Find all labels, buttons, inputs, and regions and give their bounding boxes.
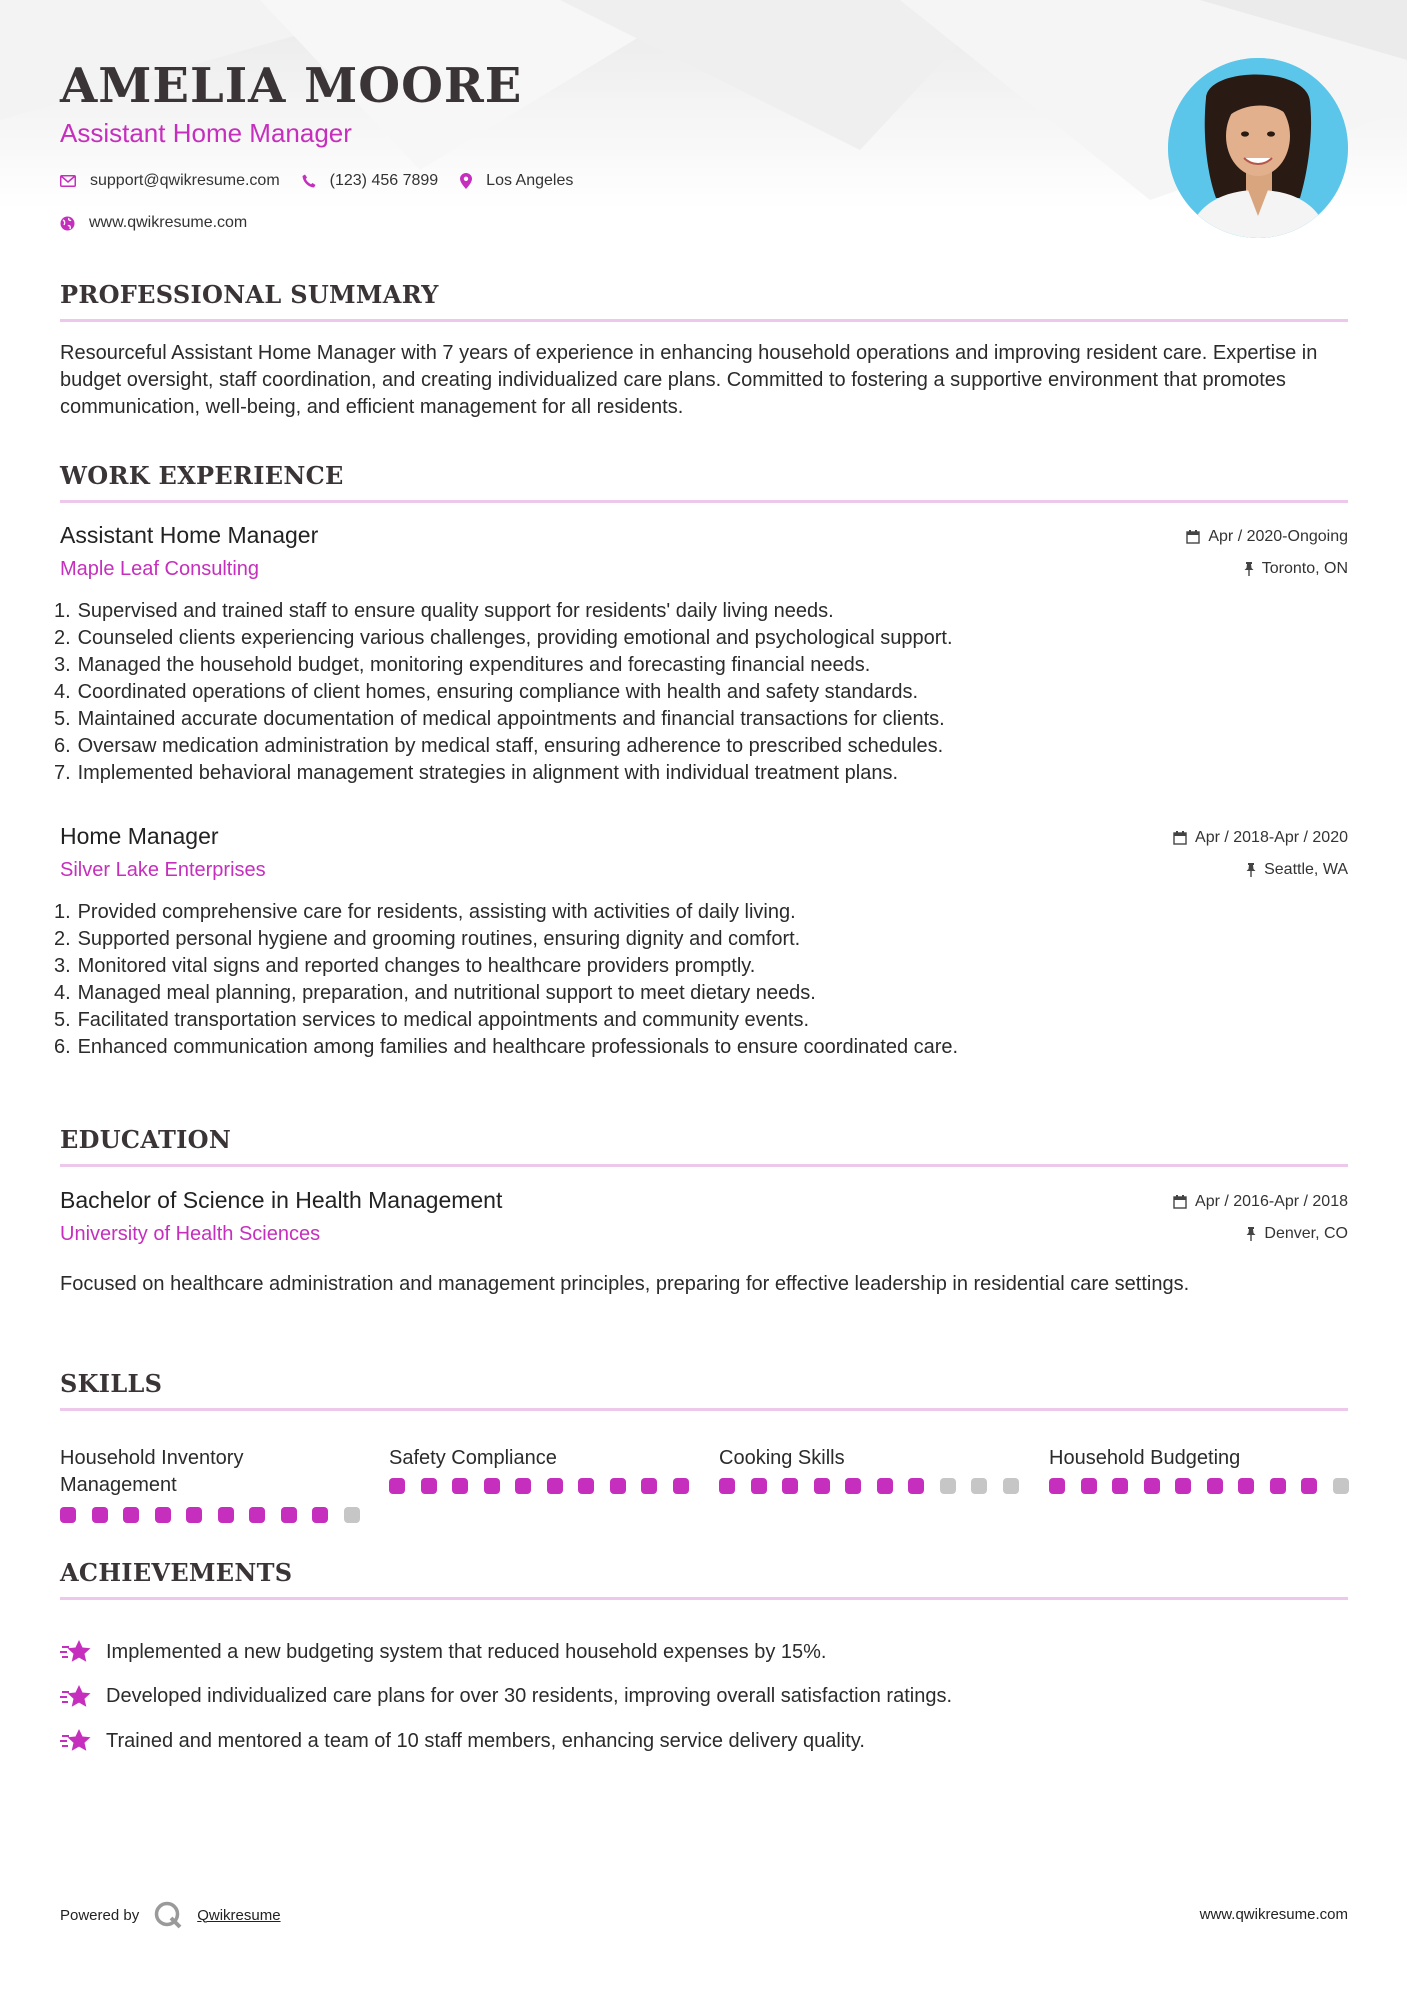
footer-powered-by bbox=[60, 1900, 281, 1930]
skill-rating bbox=[60, 1507, 375, 1523]
job-location-text: Toronto, ON bbox=[1261, 560, 1348, 577]
footer-website[interactable]: www.qwikresume.com bbox=[1199, 1906, 1348, 1923]
experience-heading: WORK EXPERIENCE bbox=[60, 461, 1348, 503]
achievements-list bbox=[60, 1630, 952, 1764]
rating-dot-filled bbox=[1175, 1478, 1191, 1494]
website-row bbox=[60, 214, 269, 232]
rating-dot-filled bbox=[1238, 1478, 1254, 1494]
list-item: 2. Counseled clients experiencing various challenges, providing emotional and psychological support. bbox=[54, 627, 953, 649]
achievements-heading: ACHIEVEMENTS bbox=[60, 1558, 1348, 1600]
job-role: Home Manager bbox=[60, 823, 219, 849]
achievement-text: Trained and mentored a team of 10 staff members, enhancing service delivery quality. bbox=[106, 1729, 865, 1752]
skill-item bbox=[60, 1445, 360, 1499]
school-name: University of Health Sciences bbox=[60, 1223, 321, 1245]
rating-dot-filled bbox=[877, 1478, 893, 1494]
calendar-icon bbox=[1186, 530, 1200, 544]
job-dates-text: Apr / 2020-Ongoing bbox=[1208, 528, 1348, 545]
job-dates-text: Apr / 2018-Apr / 2020 bbox=[1195, 829, 1348, 846]
calendar-icon bbox=[1173, 831, 1187, 845]
profile-photo bbox=[1168, 58, 1348, 238]
rating-dot-filled bbox=[814, 1478, 830, 1494]
skill-rating bbox=[719, 1478, 1034, 1494]
rating-dot-filled bbox=[1301, 1478, 1317, 1494]
job-role: Assistant Home Manager bbox=[60, 522, 319, 548]
calendar-icon bbox=[1173, 1195, 1187, 1209]
globe-icon bbox=[60, 216, 75, 231]
rating-dot-filled bbox=[578, 1478, 594, 1494]
education-dates-text: Apr / 2016-Apr / 2018 bbox=[1195, 1193, 1348, 1210]
skill-rating bbox=[1049, 1478, 1364, 1494]
rating-dot-filled bbox=[484, 1478, 500, 1494]
star-badge-icon bbox=[60, 1728, 92, 1754]
list-item: 5. Maintained accurate documentation of medical appointments and financial transactions for clients. bbox=[54, 708, 945, 730]
pushpin-icon bbox=[1244, 562, 1254, 576]
rating-dot-filled bbox=[845, 1478, 861, 1494]
skill-name: Cooking Skills bbox=[719, 1447, 845, 1469]
rating-dot-filled bbox=[782, 1478, 798, 1494]
education-description: Focused on healthcare administration and management principles, preparing for effective leadership in residential care settings. bbox=[60, 1273, 1190, 1295]
rating-dot-empty bbox=[1003, 1478, 1019, 1494]
rating-dot-filled bbox=[610, 1478, 626, 1494]
rating-dot-empty bbox=[940, 1478, 956, 1494]
contact-email[interactable] bbox=[60, 172, 280, 190]
rating-dot-filled bbox=[186, 1507, 202, 1523]
list-item: 2. Supported personal hygiene and grooming routines, ensuring dignity and comfort. bbox=[54, 928, 801, 950]
list-item: 3. Monitored vital signs and reported changes to healthcare providers promptly. bbox=[54, 955, 756, 977]
summary-heading: PROFESSIONAL SUMMARY bbox=[60, 280, 1348, 322]
rating-dot-filled bbox=[421, 1478, 437, 1494]
rating-dot-filled bbox=[547, 1478, 563, 1494]
rating-dot-filled bbox=[123, 1507, 139, 1523]
job-location bbox=[1246, 861, 1348, 879]
education-dates bbox=[1173, 1193, 1348, 1211]
rating-dot-filled bbox=[1207, 1478, 1223, 1494]
list-item: 4. Managed meal planning, preparation, and nutritional support to meet dietary needs. bbox=[54, 982, 816, 1004]
rating-dot-filled bbox=[249, 1507, 265, 1523]
contact-location bbox=[460, 172, 573, 190]
rating-dot-filled bbox=[673, 1478, 689, 1494]
skill-item bbox=[1049, 1445, 1349, 1499]
experience-section bbox=[60, 461, 1348, 503]
job-bullets bbox=[54, 899, 959, 1061]
job-location bbox=[1244, 560, 1348, 578]
star-badge-icon bbox=[60, 1684, 92, 1710]
job-dates bbox=[1173, 829, 1348, 847]
job-bullets bbox=[54, 598, 953, 787]
rating-dot-filled bbox=[312, 1507, 328, 1523]
rating-dot-empty bbox=[971, 1478, 987, 1494]
candidate-name: AMELIA MOORE bbox=[60, 58, 523, 114]
rating-dot-filled bbox=[515, 1478, 531, 1494]
contact-row bbox=[60, 172, 595, 190]
achievement-text: Developed individualized care plans for over 30 residents, improving overall satisfaction ratings. bbox=[106, 1685, 952, 1708]
qwikresume-logo-icon bbox=[153, 1900, 183, 1930]
phone-icon bbox=[302, 174, 316, 188]
profile-portrait bbox=[1168, 58, 1348, 238]
website-text: www.qwikresume.com bbox=[89, 214, 248, 231]
list-item: 3. Managed the household budget, monitoring expenditures and forecasting financial needs. bbox=[54, 654, 871, 676]
list-item bbox=[60, 1675, 952, 1720]
email-text: support@qwikresume.com bbox=[90, 172, 280, 189]
rating-dot-filled bbox=[1049, 1478, 1065, 1494]
location-text: Los Angeles bbox=[486, 172, 574, 189]
list-item: 4. Coordinated operations of client homes, ensuring compliance with health and safety standards. bbox=[54, 681, 919, 703]
rating-dot-filled bbox=[1081, 1478, 1097, 1494]
rating-dot-filled bbox=[281, 1507, 297, 1523]
rating-dot-filled bbox=[1112, 1478, 1128, 1494]
achievements-section bbox=[60, 1558, 1348, 1778]
summary-section bbox=[60, 280, 1348, 421]
rating-dot-filled bbox=[155, 1507, 171, 1523]
skill-item bbox=[719, 1445, 1019, 1499]
pushpin-icon bbox=[1246, 1227, 1256, 1241]
list-item: 7. Implemented behavioral management strategies in alignment with individual treatment plans. bbox=[54, 762, 899, 784]
rating-dot-filled bbox=[60, 1507, 76, 1523]
education-section bbox=[60, 1125, 1348, 1325]
rating-dot-filled bbox=[218, 1507, 234, 1523]
skill-name: Safety Compliance bbox=[389, 1447, 557, 1469]
achievement-text: Implemented a new budgeting system that reduced household expenses by 15%. bbox=[106, 1640, 827, 1663]
degree-title: Bachelor of Science in Health Management bbox=[60, 1187, 503, 1213]
candidate-title: Assistant Home Manager bbox=[60, 118, 352, 148]
list-item: 1. Provided comprehensive care for residents, assisting with activities of daily living. bbox=[54, 901, 796, 923]
phone-text: (123) 456 7899 bbox=[329, 172, 439, 189]
rating-dot-filled bbox=[1270, 1478, 1286, 1494]
envelope-icon bbox=[60, 175, 76, 187]
rating-dot-filled bbox=[641, 1478, 657, 1494]
job-company: Silver Lake Enterprises bbox=[60, 859, 266, 881]
list-item: 6. Enhanced communication among families and healthcare professionals to ensure coordinated care. bbox=[54, 1036, 959, 1058]
job-company: Maple Leaf Consulting bbox=[60, 558, 260, 580]
rating-dot-filled bbox=[719, 1478, 735, 1494]
skills-heading: SKILLS bbox=[60, 1369, 1348, 1411]
rating-dot-empty bbox=[344, 1507, 360, 1523]
education-location bbox=[1246, 1225, 1348, 1243]
rating-dot-filled bbox=[389, 1478, 405, 1494]
contact-website[interactable] bbox=[60, 214, 247, 232]
skill-item bbox=[389, 1445, 689, 1499]
education-heading: EDUCATION bbox=[60, 1125, 1348, 1167]
list-item bbox=[60, 1630, 952, 1675]
list-item: 6. Oversaw medication administration by medical staff, ensuring adherence to prescribed schedules. bbox=[54, 735, 944, 757]
skill-name: Household Inventory Management bbox=[60, 1447, 244, 1496]
rating-dot-filled bbox=[92, 1507, 108, 1523]
rating-dot-filled bbox=[452, 1478, 468, 1494]
summary-text: Resourceful Assistant Home Manager with 7 years of experience in enhancing household operations and improving resident care. Expertise in budget oversight, staff coordination, and creating individualized care plans. Committed to fostering a supportive environment that promotes communication, well-being, and efficient management for all residents. bbox=[60, 342, 1318, 418]
education-location-text: Denver, CO bbox=[1264, 1225, 1348, 1242]
skill-rating bbox=[389, 1478, 704, 1494]
job-location-text: Seattle, WA bbox=[1264, 861, 1348, 878]
list-item: 5. Facilitated transportation services to medical appointments and community events. bbox=[54, 1009, 810, 1031]
pushpin-icon bbox=[1246, 863, 1256, 877]
skills-section bbox=[60, 1369, 1348, 1529]
rating-dot-filled bbox=[1144, 1478, 1160, 1494]
list-item: 1. Supervised and trained staff to ensure quality support for residents' daily living needs. bbox=[54, 600, 834, 622]
rating-dot-filled bbox=[751, 1478, 767, 1494]
contact-phone[interactable] bbox=[302, 172, 439, 190]
map-pin-icon bbox=[460, 173, 472, 189]
rating-dot-empty bbox=[1333, 1478, 1349, 1494]
qwikresume-link[interactable]: Qwikresume bbox=[197, 1906, 281, 1924]
powered-by-label: Powered by bbox=[60, 1906, 140, 1924]
list-item bbox=[60, 1719, 952, 1764]
rating-dot-filled bbox=[908, 1478, 924, 1494]
star-badge-icon bbox=[60, 1639, 92, 1665]
skill-name: Household Budgeting bbox=[1049, 1447, 1241, 1469]
job-dates bbox=[1186, 528, 1348, 546]
